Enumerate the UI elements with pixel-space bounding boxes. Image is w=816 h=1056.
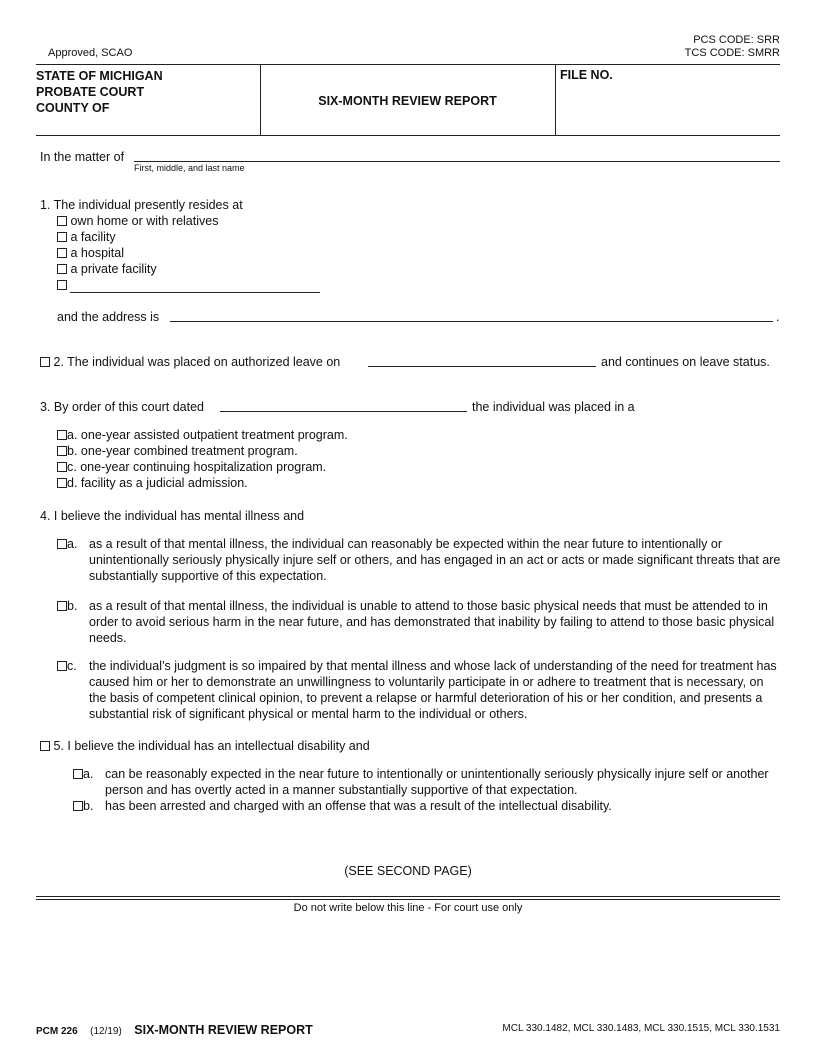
option-text: a private facility [70, 262, 157, 276]
checkbox[interactable] [57, 478, 67, 488]
item2 [40, 354, 340, 370]
matter-name-field[interactable] [134, 161, 780, 162]
item3-option-b: b. one-year combined treatment program. [57, 443, 298, 459]
item3-tail: the individual was placed in a [472, 400, 635, 414]
form-date: (12/19) [90, 1026, 122, 1037]
item1-option-private [57, 261, 157, 277]
tcs-code: TCS CODE: SMRR [684, 47, 780, 59]
checkbox[interactable] [73, 769, 83, 779]
checkbox[interactable] [40, 357, 50, 367]
item5-a-text: can be reasonably expected in the near future to intentionally or unintentionally seriously physically injure self or another person and has overtly acted in a manner substantially supportive of that expectation. [105, 767, 769, 797]
item1-option-hospital [57, 245, 124, 261]
court-line-county: COUNTY OF [36, 101, 110, 115]
checkbox[interactable] [57, 539, 67, 549]
item5-label: 5. I believe the individual has an intellectual disability and [53, 739, 370, 753]
item4-b-text: as a result of that mental illness, the individual is unable to attend to those basic physical needs that must be attended to in order to avoid serious harm in the near future, and has demonstrated that inability by failing to attend to those basic physical needs. [89, 599, 775, 645]
checkbox[interactable] [57, 661, 67, 671]
checkbox[interactable] [57, 430, 67, 440]
checkbox[interactable] [57, 462, 67, 472]
court-use-rule-bottom [36, 899, 780, 900]
item4-c-text: the individual’s judgment is so impaired by that mental illness and whose lack of understanding of the need for treatment has caused him or her to demonstrate an unwillingness to voluntarily participate in or adhere to treatment that is necessary, on the basis of competent clinical opinion, to prevent a relapse or harmful deterioration of his or her condition, and presents a substantial risk of significant physical or mental harm to the individual or others. [89, 659, 777, 721]
item5 [40, 738, 370, 754]
option-text: a facility [70, 230, 116, 244]
item5-b-text: has been arrested and charged with an offense that was a result of the intellectual disability. [105, 799, 612, 813]
matter-label: In the matter of [40, 150, 125, 164]
approved-text: Approved, SCAO [48, 47, 133, 59]
item3-label: 3. By order of this court dated [40, 400, 204, 414]
court-line-probate: PROBATE COURT [36, 85, 145, 99]
item5-a-check: a. [73, 766, 93, 782]
matter-sublabel: First, middle, and last name [134, 163, 245, 173]
checkbox[interactable] [57, 280, 67, 290]
leave-date-field[interactable] [368, 366, 596, 367]
item4-b-check: b. [57, 598, 77, 614]
checkbox[interactable] [57, 216, 67, 226]
address-label: and the address is [57, 310, 160, 324]
footer-title: SIX-MONTH REVIEW REPORT [134, 1023, 313, 1037]
form-id: PCM 226 [36, 1026, 78, 1037]
item2-label: 2. The individual was placed on authorized leave on [53, 355, 341, 369]
header-bottom-rule [36, 135, 780, 136]
court-use-note: Do not write below this line - For court use only [293, 902, 523, 914]
item1-label: 1. The individual presently resides at [40, 198, 243, 212]
item5-b-check: b. [73, 798, 93, 814]
file-no-label: FILE NO. [560, 68, 613, 82]
checkbox[interactable] [73, 801, 83, 811]
header-divider-2 [555, 64, 556, 135]
footer-left [36, 1021, 313, 1039]
item1-option-facility [57, 229, 116, 245]
option-text: own home or with relatives [70, 214, 219, 228]
item3-option-c: c. one-year continuing hospitalization program. [57, 459, 326, 475]
pcs-code: PCS CODE: SRR [693, 34, 780, 46]
address-field[interactable] [170, 321, 773, 322]
checkbox[interactable] [57, 248, 67, 258]
see-second-page: (SEE SECOND PAGE) [344, 864, 472, 878]
order-date-field[interactable] [220, 411, 467, 412]
header-top-rule [36, 64, 780, 65]
item4-a-text: as a result of that mental illness, the individual can reasonably be expected within the near future to intentionally or unintentionally seriously physically injure self or others, and has engaged in an act or acts or made significant threats that are substantially supportive of this expectation. [89, 537, 781, 583]
item1-option-other [57, 277, 320, 293]
item2-tail: and continues on leave status. [601, 355, 770, 369]
form-title: SIX-MONTH REVIEW REPORT [318, 94, 497, 108]
item4-c-check: c. [57, 658, 77, 674]
item4-a-check: a. [57, 536, 77, 552]
item4-label: 4. I believe the individual has mental illness and [40, 509, 305, 523]
court-line-state: STATE OF MICHIGAN [36, 69, 163, 83]
item1-option-home [57, 213, 218, 229]
court-use-rule-top [36, 896, 780, 897]
checkbox[interactable] [57, 232, 67, 242]
checkbox[interactable] [40, 741, 50, 751]
checkbox[interactable] [57, 446, 67, 456]
item3-option-d: d. facility as a judicial admission. [57, 475, 248, 491]
statutes: MCL 330.1482, MCL 330.1483, MCL 330.1515, MCL 330.1531 [502, 1023, 780, 1034]
other-residence-field[interactable] [70, 279, 320, 293]
checkbox[interactable] [57, 601, 67, 611]
item3-option-a: a. one-year assisted outpatient treatment program. [57, 427, 348, 443]
checkbox[interactable] [57, 264, 67, 274]
address-end: . [776, 310, 780, 324]
court-caption [36, 68, 163, 116]
option-text: a hospital [70, 246, 124, 260]
